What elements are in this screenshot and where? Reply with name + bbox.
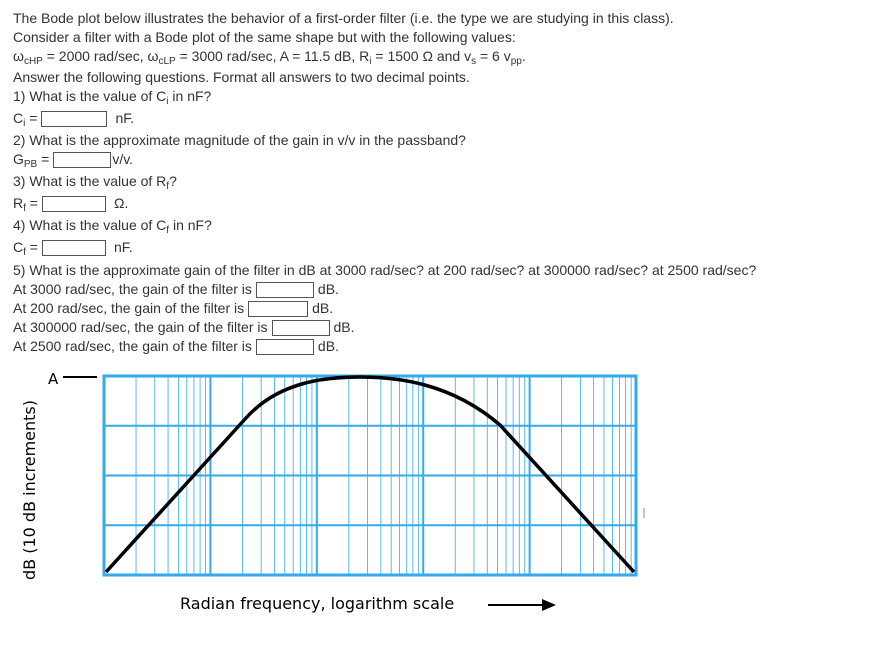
- answer-input-200[interactable]: [248, 301, 308, 317]
- a-level-label: A: [48, 370, 59, 388]
- answer-input-300000[interactable]: [272, 320, 330, 336]
- answer-input-rf[interactable]: [42, 196, 106, 212]
- parameters-line: $\omega_{cHP} = 2000$ rad/sec, $\omega_{cLP} = 3000$ rad/sec, A = 11.5 dB, $R_i = 1500$ Ω and $v_s = 6$ $v_{pp}$.: [13, 48, 526, 67]
- instructions-line: Answer the following questions. Format all answers to two decimal points.: [13, 69, 470, 85]
- intro-line-1: The Bode plot below illustrates the behavior of a first-order filter (i.e. the type we are studying in this class).: [13, 10, 674, 26]
- x-axis-label: Radian frequency, logarithm scale: [180, 594, 455, 613]
- answer-3-row: $R_f = \Omega$.: [13, 195, 129, 214]
- answer-input-cf[interactable]: [42, 240, 106, 256]
- plot-grid: [104, 376, 636, 575]
- question-4: 4) What is the value of $C_f$ in nF?: [13, 217, 212, 236]
- y-axis-label: dB (10 dB increments): [20, 400, 39, 580]
- intro-line-2: Consider a filter with a Bode plot of the same shape but with the following values:: [13, 29, 516, 45]
- answer-input-2500[interactable]: [256, 339, 314, 355]
- answer-2-row: $G_{PB} = v/v$.: [13, 151, 134, 170]
- question-2: 2) What is the approximate magnitude of the gain in v/v in the passband?: [13, 132, 466, 148]
- answer-5b-row: At 200 rad/sec, the gain of the filter is dB.: [13, 300, 334, 316]
- question-3: 3) What is the value of $R_f$?: [13, 173, 177, 192]
- question-5: 5) What is the approximate gain of the filter in dB at 3000 rad/sec? at 200 rad/sec? at 300000 rad/sec? at 2500 rad/sec?: [13, 262, 757, 278]
- answer-input-ci[interactable]: [41, 111, 107, 127]
- answer-input-gpb[interactable]: [53, 152, 111, 168]
- bode-plot: [0, 360, 892, 620]
- answer-4-row: $C_f$ = nF.: [13, 239, 133, 258]
- answer-5a-row: At 3000 rad/sec, the gain of the filter is dB.: [13, 281, 339, 297]
- question-1: 1) What is the value of $C_i$ in nF?: [13, 88, 212, 107]
- answer-1-row: $C_i$ = nF.: [13, 110, 135, 129]
- arrow-right-icon: [486, 596, 558, 614]
- answer-5c-row: At 300000 rad/sec, the gain of the filter is dB.: [13, 319, 355, 335]
- answer-input-3000[interactable]: [256, 282, 314, 298]
- answer-5d-row: At 2500 rad/sec, the gain of the filter is dB.: [13, 338, 339, 354]
